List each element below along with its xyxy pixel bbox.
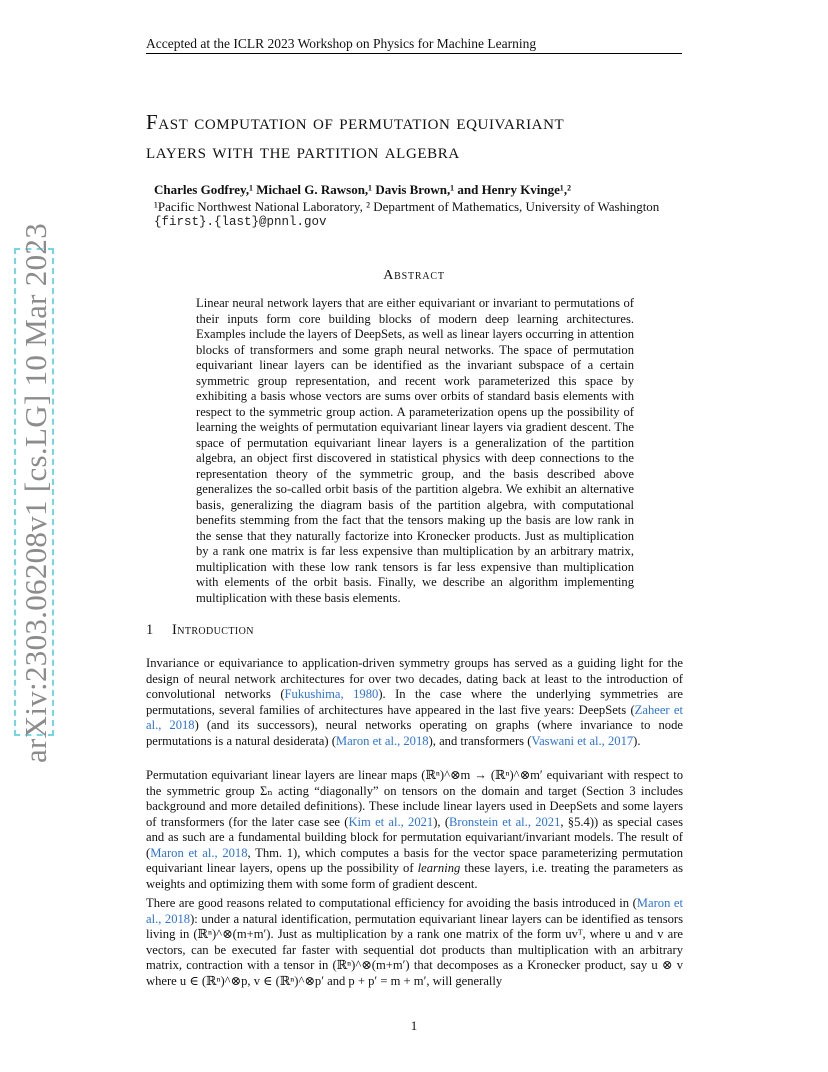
arxiv-identifier: arXiv:2303.06208v1 [cs.LG] 10 Mar 2023	[18, 222, 53, 764]
title-line-2: layers with the partition algebra	[146, 139, 460, 163]
affiliations: ¹Pacific Northwest National Laboratory, ² Department of Mathematics, University of Washington	[154, 199, 660, 214]
citation-link[interactable]: Maron et al., 2018	[150, 845, 248, 860]
text-span: ), (	[433, 814, 450, 829]
intro-paragraph-3	[146, 896, 683, 989]
citation-link[interactable]: Maron et al., 2018	[335, 733, 429, 748]
text-span: ) (and its successors), neural networks operating on graphs (where invariance to node permutations is a natural desiderata) (	[146, 718, 683, 748]
text-span: Invariance or equivariance to application-driven symmetry groups has served as a guiding light for the design of neural network architectures for over two decades, dating back at least to the introduction of convolutional networks (	[146, 656, 683, 701]
paper-title	[146, 108, 706, 166]
text-span: ), and transformers (	[428, 733, 532, 748]
text-span: these layers, i.e. treating the parameters as weights and optimizing them with some form of gradient descent.	[146, 861, 683, 891]
emphasis: learning	[417, 861, 461, 875]
abstract-heading: Abstract	[383, 268, 445, 283]
citation-link[interactable]: Bronstein et al., 2021	[449, 814, 561, 829]
author-list: Charles Godfrey,¹ Michael G. Rawson,¹ Davis Brown,¹ and Henry Kvinge¹,²	[154, 182, 571, 197]
citation-link[interactable]: Maron et al., 2018	[146, 896, 684, 926]
section-title: Introduction	[172, 622, 254, 638]
running-header: Accepted at the ICLR 2023 Workshop on Physics for Machine Learning	[146, 36, 537, 51]
text-span: ). In the case where the underlying symmetries are permutations, several families of architectures have appeared in the last five years: DeepSets (	[146, 687, 683, 717]
text-span: There are good reasons related to computational efficiency for avoiding the basis introduced in (	[146, 896, 637, 910]
citation-link[interactable]: Zaheer et al., 2018	[146, 702, 683, 732]
text-span: , Thm. 1), which computes a basis for the vector space parameterizing permutation equivariant linear layers, opens up the possibility of	[146, 845, 683, 875]
intro-paragraph-2	[146, 768, 683, 892]
page-number: 1	[410, 1018, 418, 1033]
citation-link[interactable]: Kim et al., 2021	[348, 814, 434, 829]
section-number: 1	[146, 622, 154, 638]
citation-link[interactable]: Vaswani et al., 2017	[531, 733, 634, 748]
text-span: Permutation equivariant linear layers are linear maps (ℝⁿ)^⊗m → (ℝⁿ)^⊗m′ equivariant with respect to the symmetric group Σₙ acting “diagonally” on tensors on the domain and target (Section 3 includes background and more detailed definitions). These include linear layers used in DeepSets and some layers of transformers (for the later case see (	[146, 768, 683, 829]
section-heading	[146, 622, 254, 639]
title-line-1: Fast computation of permutation equivariant	[146, 110, 565, 134]
text-span: , §5.4)) as special cases and as such are a fundamental building block for permutation equivariant/invariant models. The result of (	[146, 814, 683, 860]
citation-link[interactable]: Fukushima, 1980	[284, 687, 379, 701]
text-span: ).	[633, 733, 641, 748]
abstract-text: Linear neural network layers that are either equivariant or invariant to permutations of their inputs form core building blocks of modern deep learning architectures. Examples include the layers of DeepSets, as well as linear layers occurring in attention blocks of transformers and some graph neural networks. The space of permutation equivariant linear layers can be identified as the invariant subspace of a certain symmetric group representation, and recent work parameterized this space by exhibiting a basis whose vectors are sums over orbits of standard basis elements with respect to the symmetric group action. A parameterization opens up the possibility of learning the weights of permutation equivariant linear layers via gradient descent. The space of permutation equivariant linear layers is a generalization of the partition algebra, an object first discovered in statistical physics with deep connections to the representation theory of the symmetric group, and the basis described above generalizes the so-called orbit basis of the partition algebra. We exhibit an alternative basis, generalizing the diagram basis of the partition algebra, with computational benefits stemming from the fact that the tensors making up the basis are low rank in the sense that they naturally factorize into Kronecker products. Just as multiplication by a rank one matrix is far less expensive than multiplication by an arbitrary matrix, multiplication with these low rank tensors is far less expensive than multiplication with elements of the orbit basis. Finally, we describe an algorithm implementing multiplication with these basis elements.	[196, 296, 634, 605]
author-email: {first}.{last}@pnnl.gov	[154, 215, 327, 229]
header-rule	[146, 53, 682, 54]
intro-paragraph-1	[146, 656, 683, 749]
arxiv-sidebar	[14, 222, 58, 764]
text-span: ): under a natural identification, permutation equivariant linear layers can be identified as tensors living in (ℝⁿ)^⊗(m+m′). Just as multiplication by a rank one matrix of the form uvᵀ, where u and v are vectors, can be executed far faster with sequential dot products than multiplication with an arbitrary matrix, contraction with a tensor in (ℝⁿ)^⊗(m+m′) that decomposes as a Kronecker product, say u ⊗ v where u ∈ (ℝⁿ)^⊗p, v ∈ (ℝⁿ)^⊗p′ and p + p′ = m + m′, will generally	[146, 911, 683, 988]
